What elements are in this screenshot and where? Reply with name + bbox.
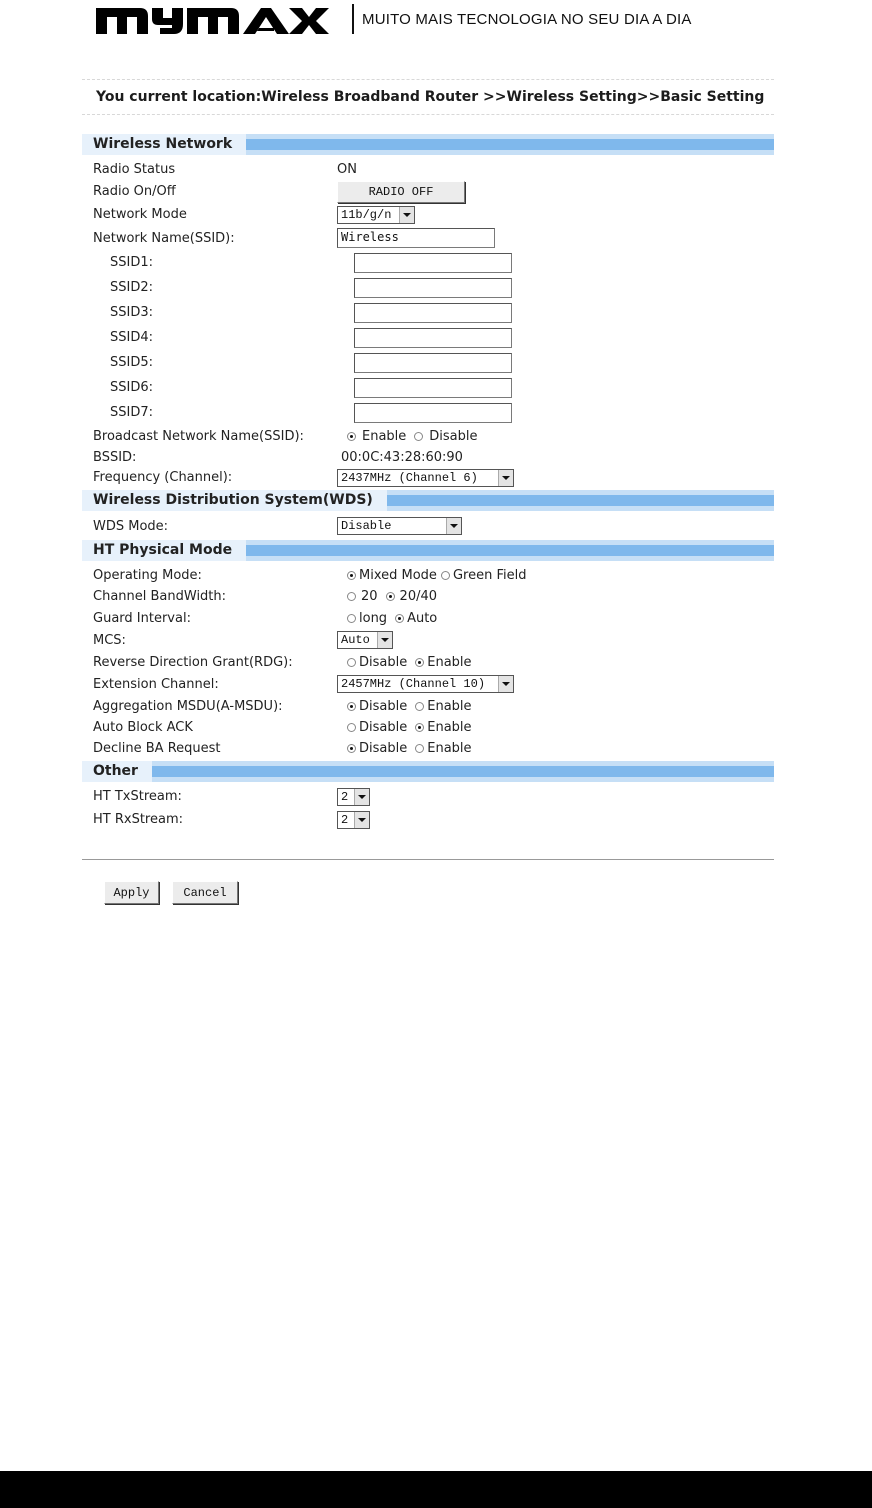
breadcrumb: You current location:Wireless Broadband Router >>Wireless Setting>>Basic Setting [82,79,774,115]
row-ssid7 [82,400,774,425]
section-wds [82,490,774,511]
network-mode-value: 11b/g/n [341,207,392,222]
row-amsdu [82,695,774,717]
row-decline-ba [82,738,774,759]
row-radio-onoff [82,180,774,203]
ssid4-input[interactable] [354,328,512,348]
brand-header [96,4,692,34]
network-mode-label: Network Mode [93,207,187,222]
network-mode-select[interactable] [337,206,415,224]
tx-stream-select[interactable] [337,788,370,806]
mymax-logo [96,4,346,34]
row-rdg [82,651,774,673]
ssid1-input[interactable] [354,253,512,273]
ssid7-label: SSID7: [110,405,153,420]
ssid4-label: SSID4: [110,330,153,345]
chevron-down-icon [399,207,414,223]
wds-mode-value: Disable [341,519,392,533]
bssid-label: BSSID: [93,450,137,465]
dba-enable-radio[interactable]: Enable [415,741,471,756]
ssid-label: Network Name(SSID): [93,230,235,246]
section-title: HT Physical Mode [82,540,246,561]
row-radio-status [82,158,774,180]
chevron-down-icon [498,676,513,692]
rdg-label: Reverse Direction Grant(RDG): [93,654,293,670]
tx-stream-value: 2 [341,789,349,804]
bottom-black-bar [0,1471,872,1508]
ssid5-label: SSID5: [110,355,153,370]
amsdu-label: Aggregation MSDU(A-MSDU): [93,698,283,714]
section-title: Wireless Network [82,134,246,155]
wds-mode-select[interactable] [337,517,462,535]
frequency-label: Frequency (Channel): [93,470,233,485]
extension-channel-label: Extension Channel: [93,676,219,692]
row-ssid6 [82,375,774,400]
section-ht-physical-mode [82,540,774,561]
row-ssid [82,226,774,250]
gi-auto-radio[interactable]: Auto [395,611,437,626]
decline-ba-label: Decline BA Request [93,741,221,756]
row-broadcast-ssid [82,425,774,448]
row-ssid1 [82,250,774,275]
rx-stream-select[interactable] [337,811,370,829]
radio-off-button[interactable]: RADIO OFF [337,181,465,203]
section-other [82,761,774,782]
form-actions [104,881,238,904]
broadcast-enable-radio[interactable]: Enable [347,429,406,444]
ssid2-label: SSID2: [110,280,153,295]
apply-button[interactable]: Apply [104,881,159,904]
rdg-disable-radio[interactable]: Disable [347,655,407,670]
aba-enable-radio[interactable]: Enable [415,720,471,735]
row-network-mode [82,203,774,226]
brand-tagline: MUITO MAIS TECNOLOGIA NO SEU DIA A DIA [362,10,692,28]
cancel-button[interactable]: Cancel [172,881,238,904]
rx-stream-value: 2 [341,812,349,827]
op-green-radio[interactable]: Green Field [441,568,527,583]
chevron-down-icon [377,632,392,648]
row-extension-channel [82,673,774,695]
broadcast-disable-radio[interactable]: Disable [414,429,477,444]
settings-form [82,134,774,831]
section-wireless-network [82,134,774,155]
bssid-value: 00:0C:43:28:60:90 [341,450,463,465]
row-tx-stream [82,785,774,808]
ssid-input[interactable]: Wireless [337,228,495,248]
section-title: Wireless Distribution System(WDS) [82,490,387,511]
chevron-down-icon [498,470,513,486]
dba-disable-radio[interactable]: Disable [347,741,407,756]
row-ssid3 [82,300,774,325]
ssid6-label: SSID6: [110,380,153,395]
operating-mode-label: Operating Mode: [93,567,202,583]
row-rx-stream [82,808,774,831]
rx-stream-label: HT RxStream: [93,812,183,827]
bandwidth-label: Channel BandWidth: [93,589,227,604]
ssid6-input[interactable] [354,378,512,398]
ssid7-input[interactable] [354,403,512,423]
extension-channel-value: 2457MHz (Channel 10) [341,677,486,691]
row-operating-mode [82,564,774,586]
extension-channel-select[interactable] [337,675,514,693]
frequency-select[interactable] [337,469,514,487]
radio-status-label: Radio Status [93,161,176,177]
tx-stream-label: HT TxStream: [93,789,182,804]
op-mixed-radio[interactable]: Mixed Mode [347,568,437,583]
row-guard-interval [82,607,774,629]
chevron-down-icon [354,812,369,828]
divider [82,859,774,860]
row-frequency [82,467,774,488]
rdg-enable-radio[interactable]: Enable [415,655,471,670]
row-ssid4 [82,325,774,350]
broadcast-ssid-label: Broadcast Network Name(SSID): [93,429,304,444]
mcs-value: Auto [341,633,370,647]
ssid3-input[interactable] [354,303,512,323]
amsdu-disable-radio[interactable]: Disable [347,699,407,714]
amsdu-enable-radio[interactable]: Enable [415,699,471,714]
row-auto-block-ack [82,717,774,738]
row-bandwidth [82,586,774,607]
row-bssid [82,448,774,467]
row-wds-mode [82,514,774,538]
chevron-down-icon [446,518,461,534]
row-ssid5 [82,350,774,375]
section-title: Other [82,761,152,782]
ssid5-input[interactable] [354,353,512,373]
chevron-down-icon [354,789,369,805]
row-mcs [82,629,774,651]
radio-status-value: ON [337,161,357,177]
ssid2-input[interactable] [354,278,512,298]
ssid1-label: SSID1: [110,255,153,270]
gi-long-radio[interactable]: long [347,611,387,626]
aba-disable-radio[interactable]: Disable [347,720,407,735]
bw-20-radio[interactable]: 20 [347,589,378,604]
auto-block-ack-label: Auto Block ACK [93,720,193,735]
row-ssid2 [82,275,774,300]
mcs-label: MCS: [93,632,126,648]
brand-divider [352,4,354,34]
frequency-value: 2437MHz (Channel 6) [341,470,486,485]
radio-onoff-label: Radio On/Off [93,184,176,199]
ssid3-label: SSID3: [110,305,153,320]
wds-mode-label: WDS Mode: [93,518,169,534]
mcs-select[interactable] [337,631,393,649]
guard-interval-label: Guard Interval: [93,610,191,626]
bw-2040-radio[interactable]: 20/40 [386,589,437,604]
